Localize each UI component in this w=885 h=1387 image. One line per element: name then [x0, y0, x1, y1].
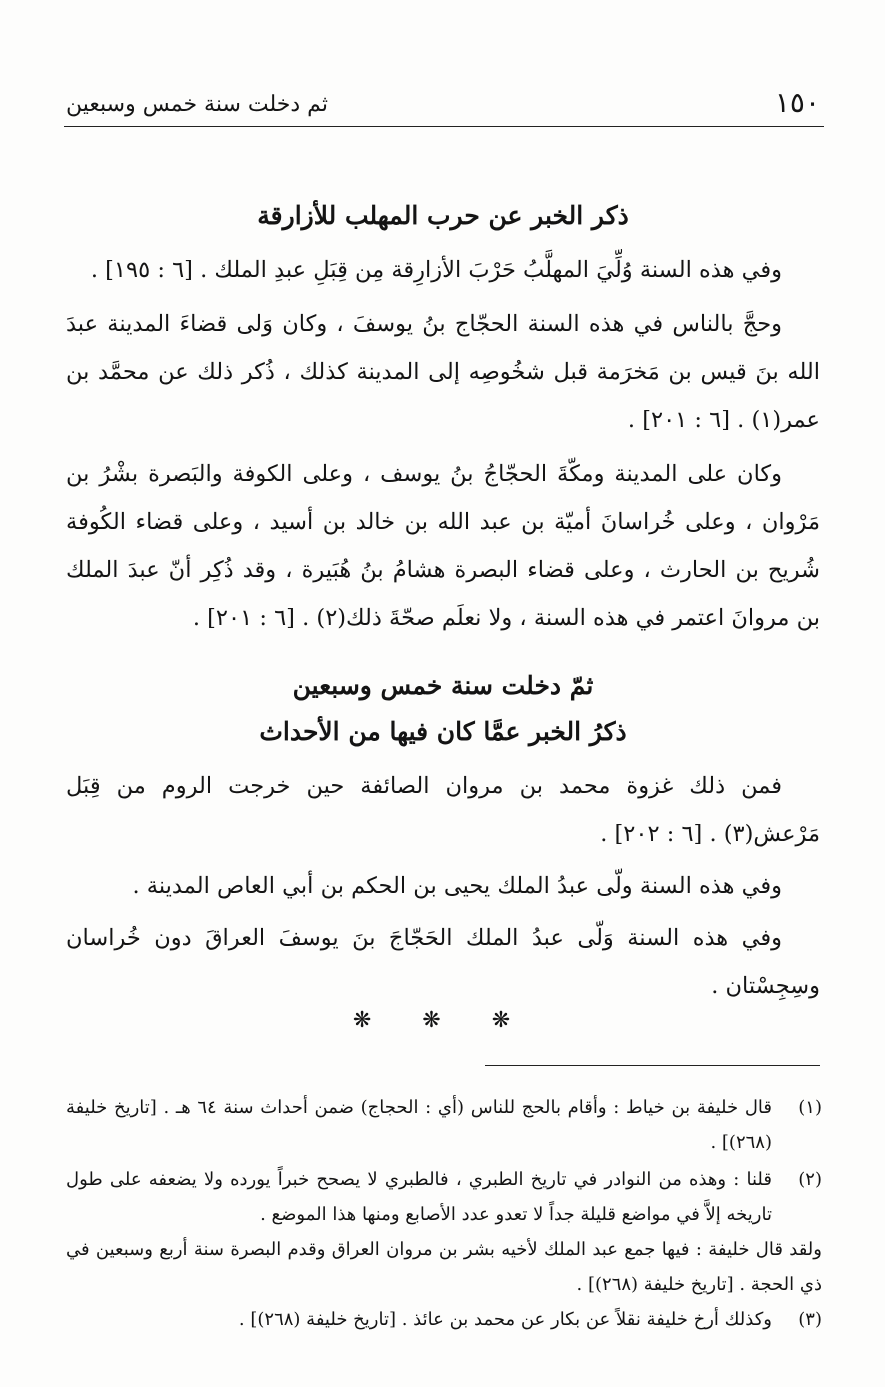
section-year-75 [66, 666, 820, 1010]
footnote-number: (١) [798, 1097, 822, 1118]
footnotes [66, 1090, 822, 1337]
section-heading: ذكر الخبر عن حرب المهلب للأزارقة [257, 201, 629, 230]
footnote-3 [66, 1302, 822, 1337]
section-divider-stars: ❋ ❋ ❋ [352, 1008, 533, 1033]
paragraph: فمن ذلك غزوة محمد بن مروان الصائفة حين خرجت الروم من قِبَل مَرْعش(٣) . [٦ : ٢٠٢] . [66, 773, 820, 847]
section-muhallab [66, 196, 820, 642]
page-number: ١٥٠ [774, 86, 820, 119]
footnote-rule [485, 1065, 820, 1066]
footnote-number: (٢) [798, 1169, 822, 1190]
running-title: ثم دخلت سنة خمس وسبعين [66, 92, 328, 117]
paragraph: وفي هذه السنة وَلّى عبدُ الملك الحَجّاجَ بنَ يوسفَ العراقَ دون خُراسان وسِجِسْتان . [66, 925, 820, 999]
events-heading: ذكرُ الخبر عمَّا كان فيها من الأحداث [259, 717, 627, 746]
footnote-2-continuation: ولقد قال خليفة : فيها جمع عبد الملك لأخيه بشر بن مروان العراق وقدم البصرة سنة أربع وسبعين في ذي الحجة . [تاريخ خليفة (٢٦٨)] . [66, 1239, 822, 1295]
footnote-1 [66, 1090, 822, 1160]
footnote-text: قال خليفة بن خياط : وأقام بالحج للناس (أي : الحجاج) ضمن أحداث سنة ٦٤ هـ . [تاريخ خليفة (٢٦٨)] . [66, 1097, 772, 1153]
footnote-text: وكذلك أرخ خليفة نقلاً عن بكار عن محمد بن عائذ . [تاريخ خليفة (٢٦٨)] . [238, 1309, 772, 1330]
footnote-number: (٣) [798, 1309, 822, 1330]
footnote-text: قلنا : وهذه من النوادر في تاريخ الطبري ، فالطبري لا يصحح خبراً يورده ولا يضعفه على طول تاريخه إلاَّ في مواضع قليلة جداً لا تعدو عدد الأصابع ومنها هذا الموضع . [66, 1169, 772, 1225]
page-header [64, 86, 824, 127]
paragraph: وحجَّ بالناس في هذه السنة الحجّاج بنُ يوسفَ ، وكان وَلى قضاءَ المدينة عبدَ الله بنَ قيس بن مَخرَمة قبل شخُوصِه إلى المدينة كذلك ، ذُكر ذلك عن محمَّد بن عمر(١) . [٦ : ٢٠١] . [66, 311, 820, 433]
paragraph: وكان على المدينة ومكّةَ الحجّاجُ بنُ يوسف ، وعلى الكوفة والبَصرة بشْرُ بن مَرْوان ، وعلى خُراسانَ أميّة بن عبد الله بن خالد بن أسيد ، وعلى قضاء الكُوفة شُريح بن الحارث ، وعلى قضاء البصرة هشامُ بنُ هُبَيرة ، وقد ذُكِر أنّ عبدَ الملك بن مروانَ اعتمر في هذه السنة ، ولا نعلَم صحّةَ ذلك(٢) . [٦ : ٢٠١] . [66, 461, 820, 631]
footnote-2 [66, 1162, 822, 1232]
year-heading: ثمّ دخلت سنة خمس وسبعين [292, 671, 594, 700]
paragraph: وفي هذه السنة وُلِّيَ المهلَّبُ حَرْبَ الأزارِقة مِن قِبَلِ عبدِ الملك . [٦ : ١٩٥] . [90, 257, 782, 283]
paragraph: وفي هذه السنة ولّى عبدُ الملك يحيى بن الحكم بن أبي العاص المدينة . [132, 873, 782, 899]
